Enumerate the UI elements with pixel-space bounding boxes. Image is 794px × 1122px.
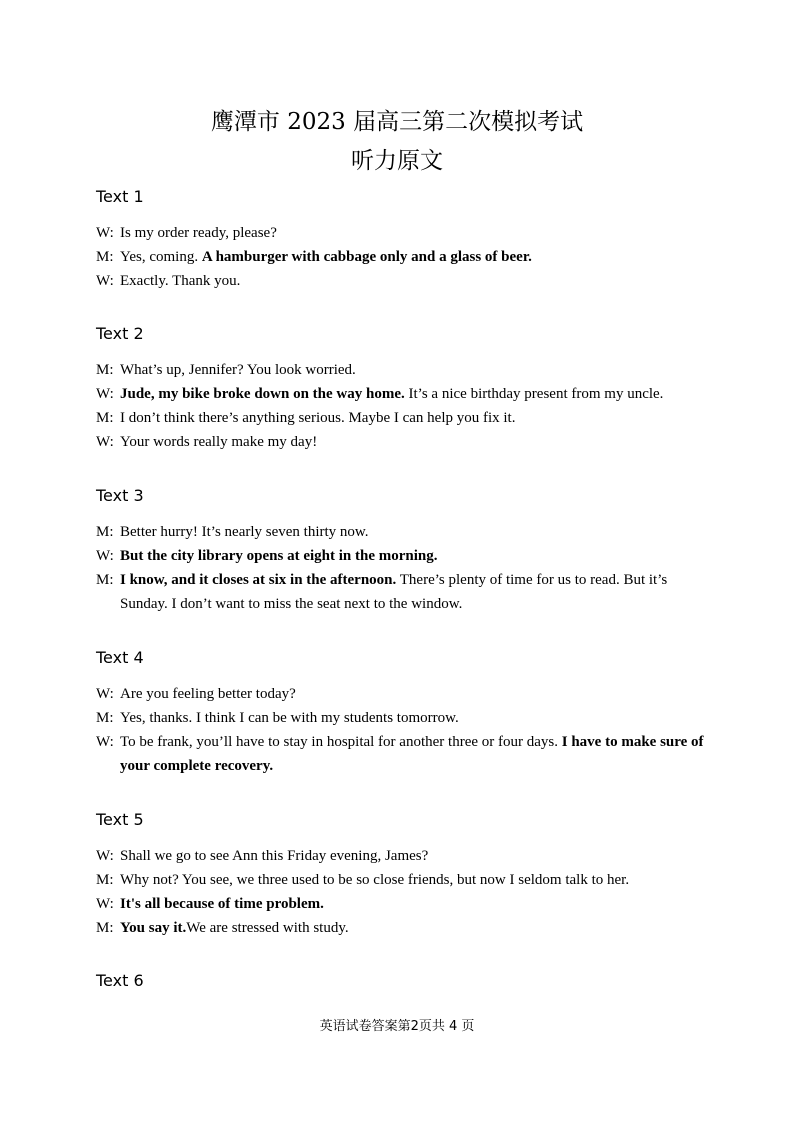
answer-text: You say it. [120, 920, 187, 936]
dialogue-line [96, 430, 716, 454]
dialogue-line [96, 382, 716, 406]
speaker-label: W: [96, 686, 114, 702]
line-text: Is my order ready, please? [120, 225, 277, 241]
page-title: 鹰潭市 2023 届高三第二次模拟考试 [210, 109, 584, 135]
dialogue-line [96, 221, 716, 245]
text-3-section [96, 486, 716, 616]
line-text: It’s a nice birthday present from my uncle. [404, 386, 664, 402]
speaker-label: M: [96, 524, 114, 540]
line-text: Yes, coming. [120, 249, 202, 265]
speaker-label: W: [96, 273, 114, 289]
dialogue-line [96, 406, 716, 430]
speaker-label: M: [96, 410, 114, 426]
line-text: We are stressed with study. [186, 920, 349, 936]
dialogue-line [96, 868, 716, 892]
speaker-label: W: [96, 896, 114, 912]
speaker-label: W: [96, 225, 114, 241]
answer-text: I have to make sure of your complete recovery. [120, 734, 704, 774]
answer-text: Jude, my bike broke down on the way home. [120, 386, 405, 402]
dialogue [96, 358, 716, 454]
dialogue-line [96, 916, 716, 940]
speaker-label: W: [96, 734, 114, 750]
dialogue [96, 221, 716, 293]
speaker-label: W: [96, 434, 114, 450]
dialogue-line [96, 358, 716, 382]
dialogue-line [96, 730, 716, 778]
speaker-label: W: [96, 848, 114, 864]
text-6-section [96, 971, 716, 991]
dialogue-line [96, 568, 716, 616]
line-text: To be frank, you’ll have to stay in hospital for another three or four days. [120, 734, 562, 750]
line-text: What’s up, Jennifer? You look worried. [120, 362, 356, 378]
dialogue [96, 844, 716, 940]
speaker-label: M: [96, 872, 114, 888]
page-footer: 英语试卷答案第2页共 4 页 [319, 1019, 475, 1034]
speaker-label: M: [96, 362, 114, 378]
page-subtitle: 听力原文 [351, 148, 443, 174]
answer-text: It's all because of time problem. [120, 896, 324, 912]
dialogue-line [96, 245, 716, 269]
section-heading: Text 5 [96, 810, 144, 829]
dialogue-line [96, 520, 716, 544]
dialogue-line [96, 844, 716, 868]
line-text: There’s plenty of time for us to read. But it’s Sunday. I don’t want to miss the seat next to the window. [120, 572, 668, 612]
section-heading: Text 2 [96, 324, 144, 343]
dialogue [96, 682, 716, 778]
text-2-section [96, 324, 716, 454]
line-text: Your words really make my day! [120, 434, 318, 450]
text-5-section [96, 810, 716, 940]
line-text: Why not? You see, we three used to be so close friends, but now I seldom talk to her. [120, 872, 630, 888]
section-heading: Text 4 [96, 648, 144, 667]
line-text: Better hurry! It’s nearly seven thirty now. [120, 524, 369, 540]
answer-text: But the city library opens at eight in the morning. [120, 548, 438, 564]
dialogue [96, 520, 716, 616]
line-text: Are you feeling better today? [120, 686, 296, 702]
dialogue-line [96, 706, 716, 730]
speaker-label: M: [96, 249, 114, 265]
text-4-section [96, 648, 716, 778]
dialogue-line [96, 892, 716, 916]
answer-text: A hamburger with cabbage only and a glass of beer. [201, 249, 532, 265]
dialogue-line [96, 544, 716, 568]
section-heading: Text 3 [96, 486, 144, 505]
line-text: Yes, thanks. I think I can be with my students tomorrow. [120, 710, 459, 726]
speaker-label: M: [96, 920, 114, 936]
speaker-label: W: [96, 386, 114, 402]
speaker-label: M: [96, 710, 114, 726]
line-text: Shall we go to see Ann this Friday evening, James? [120, 848, 429, 864]
text-1-section [96, 187, 716, 293]
answer-text: I know, and it closes at six in the afternoon. [120, 572, 397, 588]
section-heading: Text 1 [96, 187, 144, 206]
section-heading: Text 6 [96, 971, 144, 990]
speaker-label: M: [96, 572, 114, 588]
line-text: I don’t think there’s anything serious. Maybe I can help you fix it. [120, 410, 516, 426]
speaker-label: W: [96, 548, 114, 564]
dialogue-line [96, 682, 716, 706]
dialogue-line [96, 269, 716, 293]
line-text: Exactly. Thank you. [120, 273, 241, 289]
